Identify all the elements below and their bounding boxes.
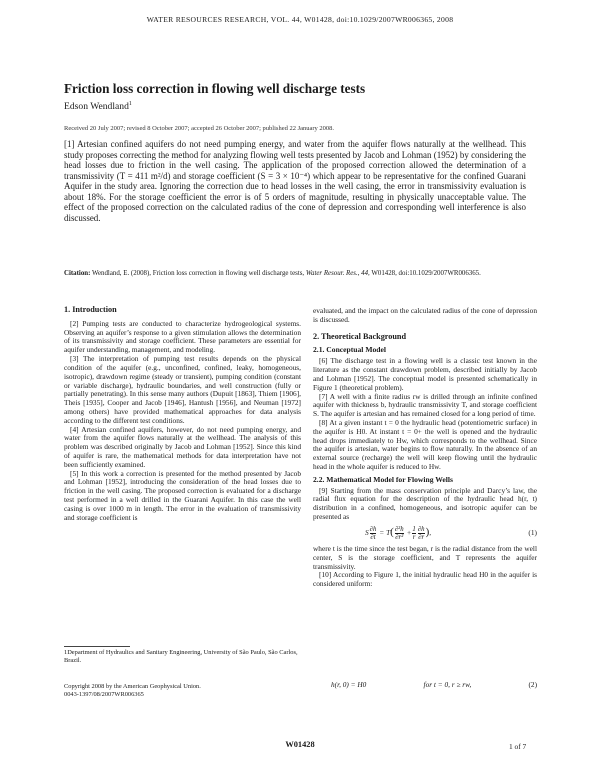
subsection-2-1-heading: 2.1. Conceptual Model: [313, 345, 386, 355]
paragraph-5: [5] In this work a correction is presented for the method presented by Jacob and Lohman [1952], introducing the consideration of the head losses due to friction in the well casing. The proposed correction is evaluated for a discharge test performed in a well drilled in the Guarani Aquifer. In this case the well casing is over 1000 m in length. The error in the evaluation of transmissivity and storage coefficient is: [64, 468, 301, 522]
section-2-heading: 2. Theoretical Background: [313, 331, 407, 341]
author-name: Edson Wendland: [64, 101, 129, 113]
equation-2-number: (2): [528, 680, 537, 689]
citation-label: Citation:: [64, 270, 91, 277]
right-column: [313, 307, 537, 589]
affiliation-footnote: 1Department of Hydraulics and Sanitary Engineering, University of São Paulo, São Carlos, Brazil.: [64, 649, 298, 664]
footnote-rule: [64, 646, 130, 647]
equation-2: [331, 680, 537, 689]
running-head: WATER RESOURCES RESEARCH, VOL. 44, W01428, doi:10.1029/2007WR006365, 2008: [146, 15, 454, 24]
received-dates: Received 20 July 2007; revised 8 October 2007; accepted 26 October 2007; published 22 January 2008.: [64, 125, 335, 132]
equation-1: [313, 526, 537, 541]
section-1-heading: 1. Introduction: [64, 305, 117, 314]
left-column: [64, 306, 301, 523]
citation-text-a: Wendland, E. (2008), Friction loss correction in flowing well discharge tests,: [92, 270, 305, 277]
copyright-line-2: 0043-1397/08/2007WR006365: [64, 691, 144, 698]
paragraph-4: [4] Artesian confined aquifers, however, do not need pumping energy, and water from the aquifer flows naturally at the wellhead. The analysis of this problem was described originally by Jacob and Lohman [1952]. Since this kind of aquifer is rare, the mathematical methods for data interpretation have not been sufficiently examined.: [64, 424, 301, 469]
equation-2-condition: for t = 0, r ≥ rw,: [423, 680, 472, 689]
citation-journal: Water Resour. Res., 44,: [305, 270, 370, 277]
citation: [64, 269, 534, 278]
citation-text-b: W01428, doi:10.1029/2007WR006365.: [371, 270, 481, 277]
paper-title: Friction loss correction in flowing well discharge tests: [64, 81, 366, 96]
subsection-2-2-heading: 2.2. Mathematical Model for Flowing Wells: [313, 474, 453, 484]
copyright-line-1: Copyright 2008 by the American Geophysical Union.: [64, 683, 201, 690]
author-line: [64, 101, 132, 112]
abstract: [1] Artesian confined aquifers do not need pumping energy, and water from the aquifer flows naturally at the wellhead. This study proposes correcting the method for analyzing flowing well tests presented by Jacob and Lohman (1952) by considering the head losses due to friction in the well casing. The application of the proposed correction allowed the determination of a transmissivity (T = 411 m²/d) and storage coefficient (S = 3 × 10⁻⁴) which appear to be representative for the confined Guarani Aquifer in the study area. Ignoring the correction due to head losses in the well casing, the error in transmissivity evaluation is about 18%. For the storage coefficient the error is of 5 orders of magnitude, resulting in physically unacceptable value. The effect of the proposed correction on the calculated radius of the cone of depression and corresponding well interference is also discussed.: [64, 139, 526, 223]
paragraph-10: [10] According to Figure 1, the initial hydraulic head H0 in the aquifer is considered uniform:: [313, 570, 537, 589]
paragraph-2: [2] Pumping tests are conducted to characterize hydrogeological systems. Observing an aquifer’s response to a given stimulation allows the determination of its transmissivity and storage coefficient. These parameters are essential for aquifer understanding, management, and modeling.: [64, 318, 301, 355]
copyright: [64, 683, 201, 699]
equation-2-lhs: h(r, 0) = H0: [331, 680, 367, 689]
paragraph-7: [7] A well with a finite radius rw is drilled through an infinite confined aquifer with thickness b, hydraulic transmissivity T, and storage coefficient S. The aquifer is artesian and has remained closed for a long period of time.: [313, 391, 537, 419]
equation-1-body: S $\frac{\partial h}{\partial t}$ = T( $\frac{\text{∂²h}}{\text{∂r²}}$ + $\frac{1}{r}$ $\frac{\partial h}{\partial r}$ ),: [365, 525, 432, 541]
author-affil-mark: 1: [128, 101, 132, 107]
paragraph-9-continued: where t is the time since the test began, r is the radial distance from the well center, S is the storage coefficient, and T represents the aquifer transmissivity.: [313, 543, 537, 571]
equation-1-number: (1): [528, 527, 537, 537]
page-number: 1 of 7: [509, 742, 527, 751]
paragraph-3: [3] The interpretation of pumping test results depends on the physical condition of the aquifer (e.g., unconfined, confined, leaky, homogeneous, isotropic), drawdown regime (steady or transient), pumping condition (constant or variable discharge), hydraulic boundaries, and well construction (fully or partially penetrating). In this sense many authors (Dupuit [1863], Thiem [1906], Theis [1935], Cooper and Jacob [1946], Hantush [1956], and Neuman [1972] among others) have provided mathematical approaches for data analysis according to the different test conditions.: [64, 354, 301, 425]
paragraph-6: [6] The discharge test in a flowing well is a classic test known in the literature as the constant drawdown problem, described initially by Jacob and Lohman [1952]. The conceptual model is presented schematically in Figure 1 (theoretical problem).: [313, 356, 537, 392]
paragraph-5-continued: evaluated, and the impact on the calculated radius of the cone of depression is discussed.: [313, 306, 537, 324]
paragraph-8: [8] At a given instant t = 0 the hydraulic head (potentiometric surface) in the aquifer is H0. At instant t = 0+ the well is opened and the hydraulic head drops immediately to Hw, which corresponds to the wellhead. Since the aquifer is artesian, water begins to flow naturally. In the absence of an external source (recharge) the well will keep flowing until the hydraulic head in the whole aquifer is reduced to Hw.: [313, 417, 537, 471]
article-id: W01428: [285, 740, 315, 749]
paragraph-9: [9] Starting from the mass conservation principle and Darcy’s law, the radial flux equation for the description of the hydraulic head h(r, t) distribution in a confined, homogeneous, and isotropic aquifer can be presented as: [313, 485, 537, 522]
